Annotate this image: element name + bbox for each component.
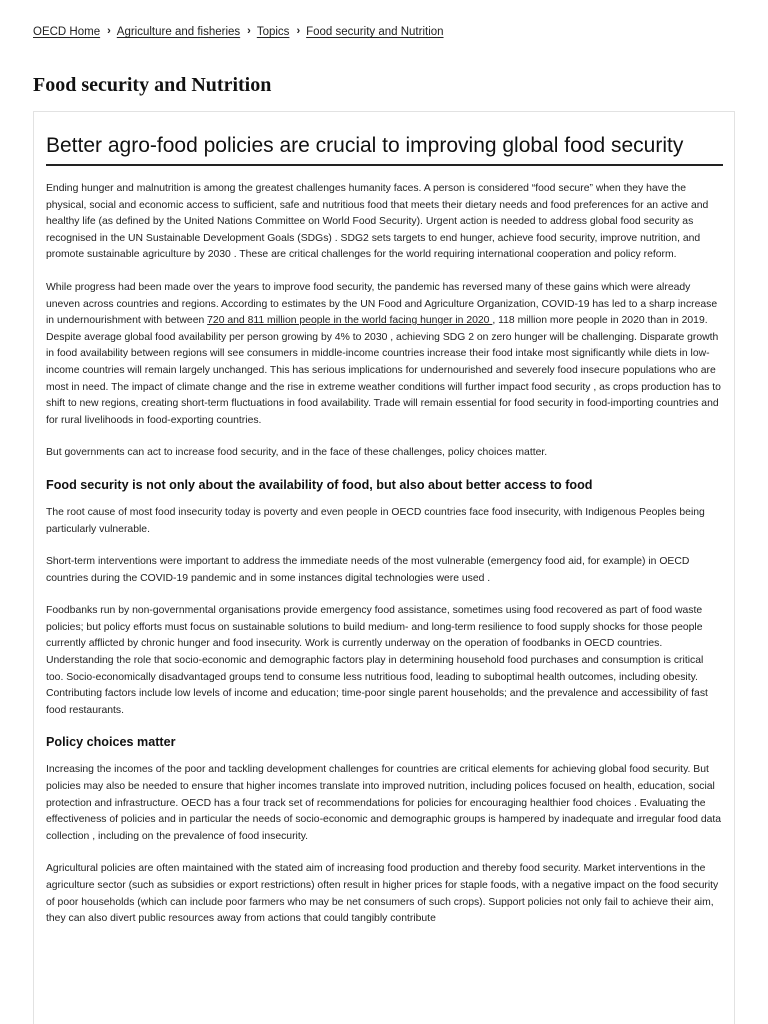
paragraph-short-term: Short-term interventions were important to address the immediate needs of the most vulnerable (emergency food aid, for example) in OECD countries during the COVID-19 pandemic and in some instances digital technologies were used . (46, 556, 690, 584)
hunger-estimate-link[interactable]: 720 and 811 million people in the world facing hunger in 2020 (207, 315, 493, 327)
paragraph-foodbanks: Foodbanks run by non-governmental organisations provide emergency food assistance, sometimes using food recovered as part of food waste policies; but policy efforts must focus on sustainable solutions to build medium- and long-term resilience to food supply shocks for those people currently afflicted by chronic hunger and food insecurity. Work is currently underway on the operation of foodbanks in OECD countries. Understanding the role that socio-economic and demographic factors play in determining household food purchases and consumption is critical too. Socio-economically disadvantaged groups tend to consume less nutritious food, leading to suboptimal health outcomes, including obesity. Contributing factors include low levels of income and education; time-poor single parent households; and the prevalence and accessibility of fast food restaurants. (46, 605, 708, 716)
paragraph-progress-text-start: While progress had been made over the years to improve food security, the pandemic has reversed many of these gains which were already uneven across countries and regions. According to estimates by the UN Food and Agriculture Organization, COVID-19 has led to a sharp increase in undernourishment with between (46, 281, 718, 327)
page-title: Food security and Nutrition (33, 74, 272, 96)
chevron-right-icon: › (247, 25, 251, 37)
article-heading: Better agro-food policies are crucial to improving global food security (46, 133, 723, 166)
chevron-right-icon: › (107, 25, 111, 37)
breadcrumb (33, 26, 444, 38)
paragraph-governments: But governments can act to increase food security, and in the face of these challenges, policy choices matter. (46, 447, 548, 459)
breadcrumb-link-agriculture-and-fisheries[interactable]: Agriculture and fisheries (116, 26, 241, 38)
article-card (33, 111, 735, 1024)
subheading-policy-choices: Policy choices matter (46, 735, 176, 750)
article-content (46, 133, 723, 928)
paragraph-incomes: Increasing the incomes of the poor and tackling development challenges for countries are critical elements for achieving global food security. But policies may also be needed to ensure that higher incomes translate into improved nutrition, including polices focused on health, education, social protection and infrastructure. OECD has a four track set of recommendations for policies for encouraging healthier food choices . Evaluating the effectiveness of policies and in particular the needs of socio-economic and demographic groups is hampered by inadequate and irregular food data collection , including on the prevalence of food insecurity. (46, 764, 722, 842)
paragraph-root-cause: The root cause of most food insecurity today is poverty and even people in OECD countries face food insecurity, with Indigenous Peoples being particularly vulnerable. (46, 506, 705, 535)
paragraph-progress-text-end: , 118 million more people in 2020 than in 2019. Despite average global food availability per person growing by 4% to 2030 , achieving SDG 2 on zero hunger will be challenging. Disparate growth in food availability between regions will see consumers in middle-income countries increase their food intake most significantly while diets in low-income countries will remain largely unchanged. This has serious implications for undernourished and severely food insecure populations who are most in need. The impact of climate change and the rise in extreme weather conditions will further impact food security , as crops production has to shift to new regions, creating short-term fluctuations in food availability. Trade will remain essential for food security in food-importing countries and for rural livelihoods in food-exporting countries. (46, 315, 721, 426)
paragraph-progress (46, 280, 723, 429)
chevron-right-icon: › (296, 25, 301, 37)
breadcrumb-link-topics[interactable]: Topics (256, 26, 290, 38)
paragraph-intro: Ending hunger and malnutrition is among the greatest challenges humanity faces. A person is considered “food secure” when they have the physical, social and economic access to sufficient, safe and nutritious food that meets their dietary needs and food preferences for an active and healthy life (as defined by the United Nations Committee on World Food Security). Urgent action is needed to address global food security as recognised in the UN Sustainable Development Goals (SDGs) . SDG2 sets targets to end hunger, achieve food security, improve nutrition, and promote sustainable agriculture by 2030 . These are critical challenges for the world requiring international cooperation and policy reform. (46, 183, 709, 261)
breadcrumb-link-oecd-home[interactable]: OECD Home (33, 26, 101, 38)
breadcrumb-link-food-security[interactable]: Food security and Nutrition (306, 26, 444, 38)
paragraph-agricultural-policies: Agricultural policies are often maintained with the stated aim of increasing food production and thereby food security. Market interventions in the agriculture sector (such as subsidies or export restrictions) often result in higher prices for staple foods, with a negative impact on the food security of poor households (which can include poor farmers who may be net consumers of such crops). Support policies not only fail to achieve their aim, they can also divert public resources away from actions that could tangibly contribute (46, 863, 719, 925)
subheading-access-to-food: Food security is not only about the availability of food, but also about better access to food (46, 477, 593, 492)
